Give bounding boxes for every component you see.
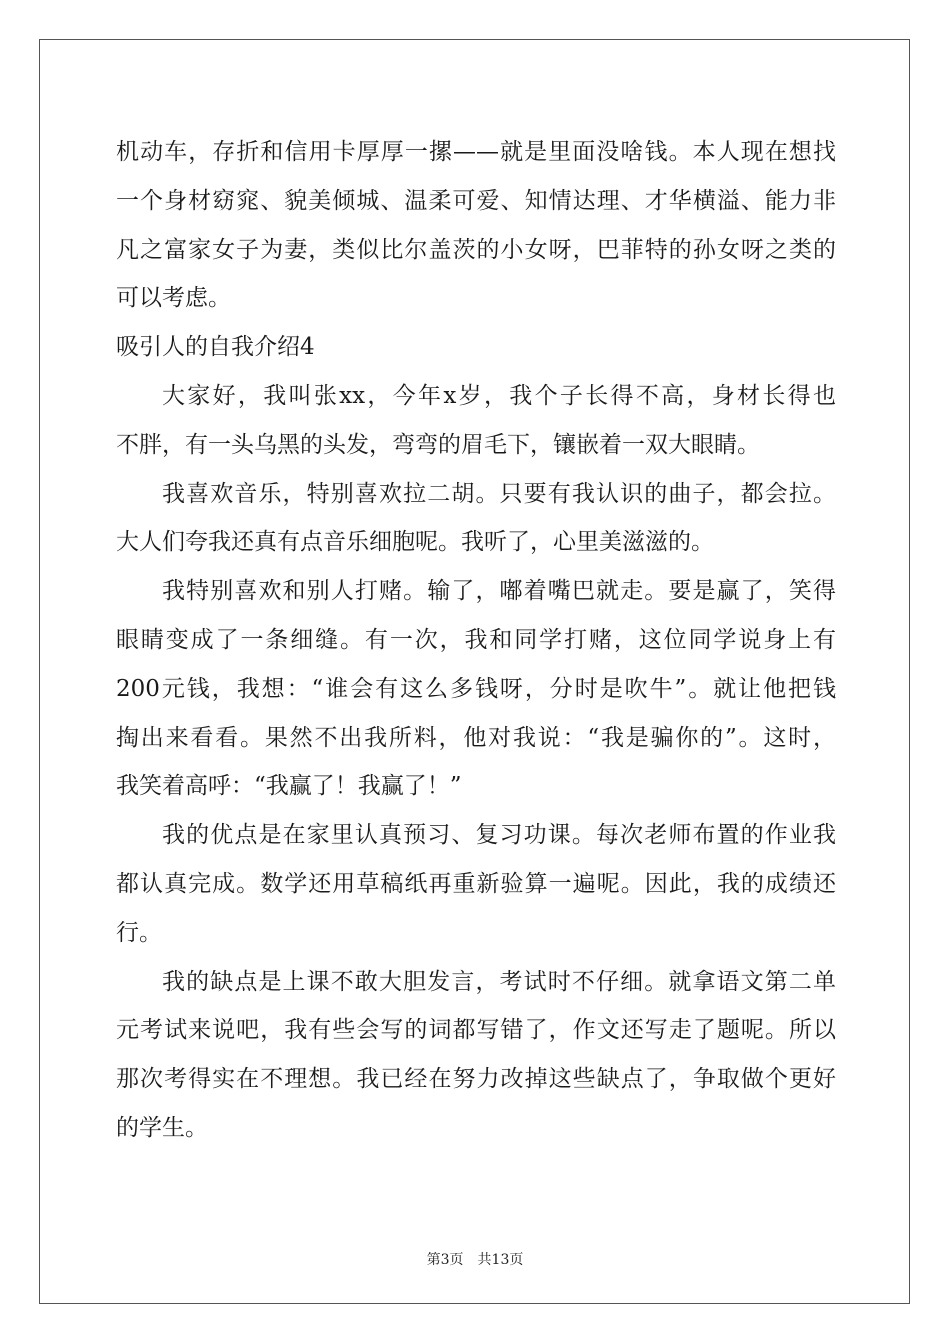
page-number: 第3页 <box>426 1252 464 1268</box>
text-line: 机动车，存折和信用卡厚厚一摞——就是里面没啥钱。本人现在想找 <box>116 139 836 165</box>
section-heading: 吸引人的自我介绍4 <box>116 334 315 361</box>
paragraph-first-line: 我的优点是在家里认真预习、复习功课。每次老师布置的作业我 <box>162 822 836 849</box>
page-total: 共13页 <box>477 1252 524 1268</box>
paragraph-first-line: 我喜欢音乐，特别喜欢拉二胡。只要有我认识的曲子，都会拉。 <box>162 480 836 507</box>
text-line: 那次考得实在不理想。我已经在努力改掉这些缺点了，争取做个更好 <box>116 1066 836 1093</box>
text-line: 200元钱，我想：“谁会有这么多钱呀，分时是吹牛”。就让他把钱 <box>116 675 836 702</box>
page-footer <box>0 1249 950 1269</box>
text-line: 大人们夸我还真有点音乐细胞呢。我听了，心里美滋滋的。 <box>116 529 714 556</box>
text-line: 眼睛变成了一条细缝。有一次，我和同学打赌，这位同学说身上有 <box>116 626 836 653</box>
text-line: 的学生。 <box>116 1114 208 1141</box>
paragraph-first-line: 我的缺点是上课不敢大胆发言，考试时不仔细。就拿语文第二单 <box>162 968 836 995</box>
text-line: 元考试来说吧，我有些会写的词都写错了，作文还写走了题呢。所以 <box>116 1017 836 1044</box>
document-body <box>116 128 836 1153</box>
text-line: 可以考虑。 <box>116 285 231 312</box>
text-line: 一个身材窈窕、貌美倾城、温柔可爱、知情达理、才华横溢、能力非 <box>116 187 836 214</box>
text-line: 我笑着高呼：“我赢了！我赢了！” <box>116 773 462 800</box>
text-line: 行。 <box>116 919 162 946</box>
text-line: 掏出来看看。果然不出我所料，他对我说：“我是骗你的”。这时， <box>116 724 836 751</box>
text-line: 都认真完成。数学还用草稿纸再重新验算一遍呢。因此，我的成绩还 <box>116 870 836 897</box>
text-line: 凡之富家女子为妻，类似比尔盖茨的小女呀，巴菲特的孙女呀之类的 <box>116 236 836 263</box>
text-line: 不胖，有一头乌黑的头发，弯弯的眉毛下，镶嵌着一双大眼睛。 <box>116 431 760 458</box>
paragraph-first-line: 大家好，我叫张xx，今年x岁，我个子长得不高，身材长得也 <box>162 382 836 409</box>
paragraph-first-line: 我特别喜欢和别人打赌。输了，嘟着嘴巴就走。要是赢了，笑得 <box>162 578 836 605</box>
